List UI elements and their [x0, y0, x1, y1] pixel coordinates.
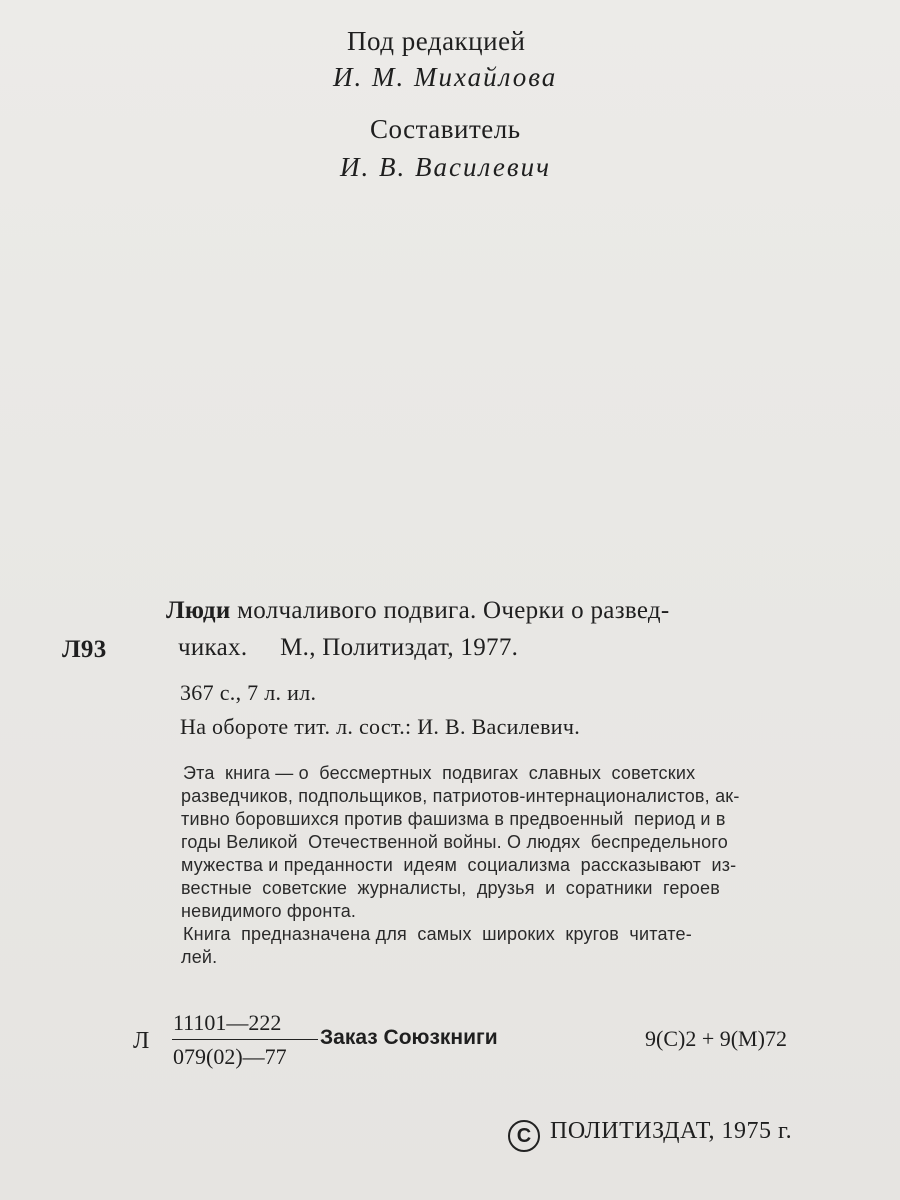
codes-order: Заказ Союзкниги — [320, 1026, 498, 1049]
compiler-label: Составитель — [370, 114, 521, 144]
summary-line: лей. — [181, 947, 218, 967]
catalog-line-1-rest: молчаливого подвига. Очерки о развед- — [237, 597, 670, 624]
codes-denominator: 079(02)—77 — [173, 1044, 287, 1069]
summary-line: вестные советские журналисты, друзья и соратники героев — [181, 878, 720, 898]
catalog-line-1 — [166, 597, 670, 625]
codes-index: 9(С)2 + 9(М)72 — [645, 1026, 787, 1051]
catalog-title-word: Люди — [166, 597, 231, 624]
catalog-note: На обороте тит. л. сост.: И. В. Василевич. — [180, 714, 581, 739]
summary-line: Эта книга — о бессмертных подвигах славных советских — [183, 763, 696, 783]
summary-line: Книга предназначена для самых широких кругов читате- — [183, 924, 692, 944]
codes-letter: Л — [133, 1028, 150, 1054]
summary-line: тивно боровшихся против фашизма в предвоенный период и в — [181, 809, 726, 829]
summary-line: мужества и преданности идеям социализма рассказывают из- — [181, 855, 737, 875]
catalog-line-2: чиках. М., Политиздат, 1977. — [178, 634, 519, 661]
summary-line: невидимого фронта. — [181, 901, 357, 921]
summary-line: разведчиков, подпольщиков, патриотов-интернационалистов, ак- — [181, 786, 740, 806]
editor-name: И. М. Михайлова — [333, 62, 558, 92]
editor-label: Под редакцией — [347, 26, 526, 56]
fraction-line — [172, 1039, 318, 1040]
catalog-code: Л93 — [62, 636, 107, 663]
copyright-icon: C — [508, 1120, 540, 1152]
codes-numerator: 11101—222 — [173, 1010, 282, 1035]
copyright-text: ПОЛИТИЗДАТ, 1975 г. — [550, 1118, 793, 1144]
summary-line: годы Великой Отечественной войны. О людях беспредельного — [181, 832, 728, 852]
summary-block — [183, 762, 740, 969]
catalog-pages: 367 с., 7 л. ил. — [180, 680, 317, 705]
compiler-name: И. В. Василевич — [340, 152, 551, 182]
